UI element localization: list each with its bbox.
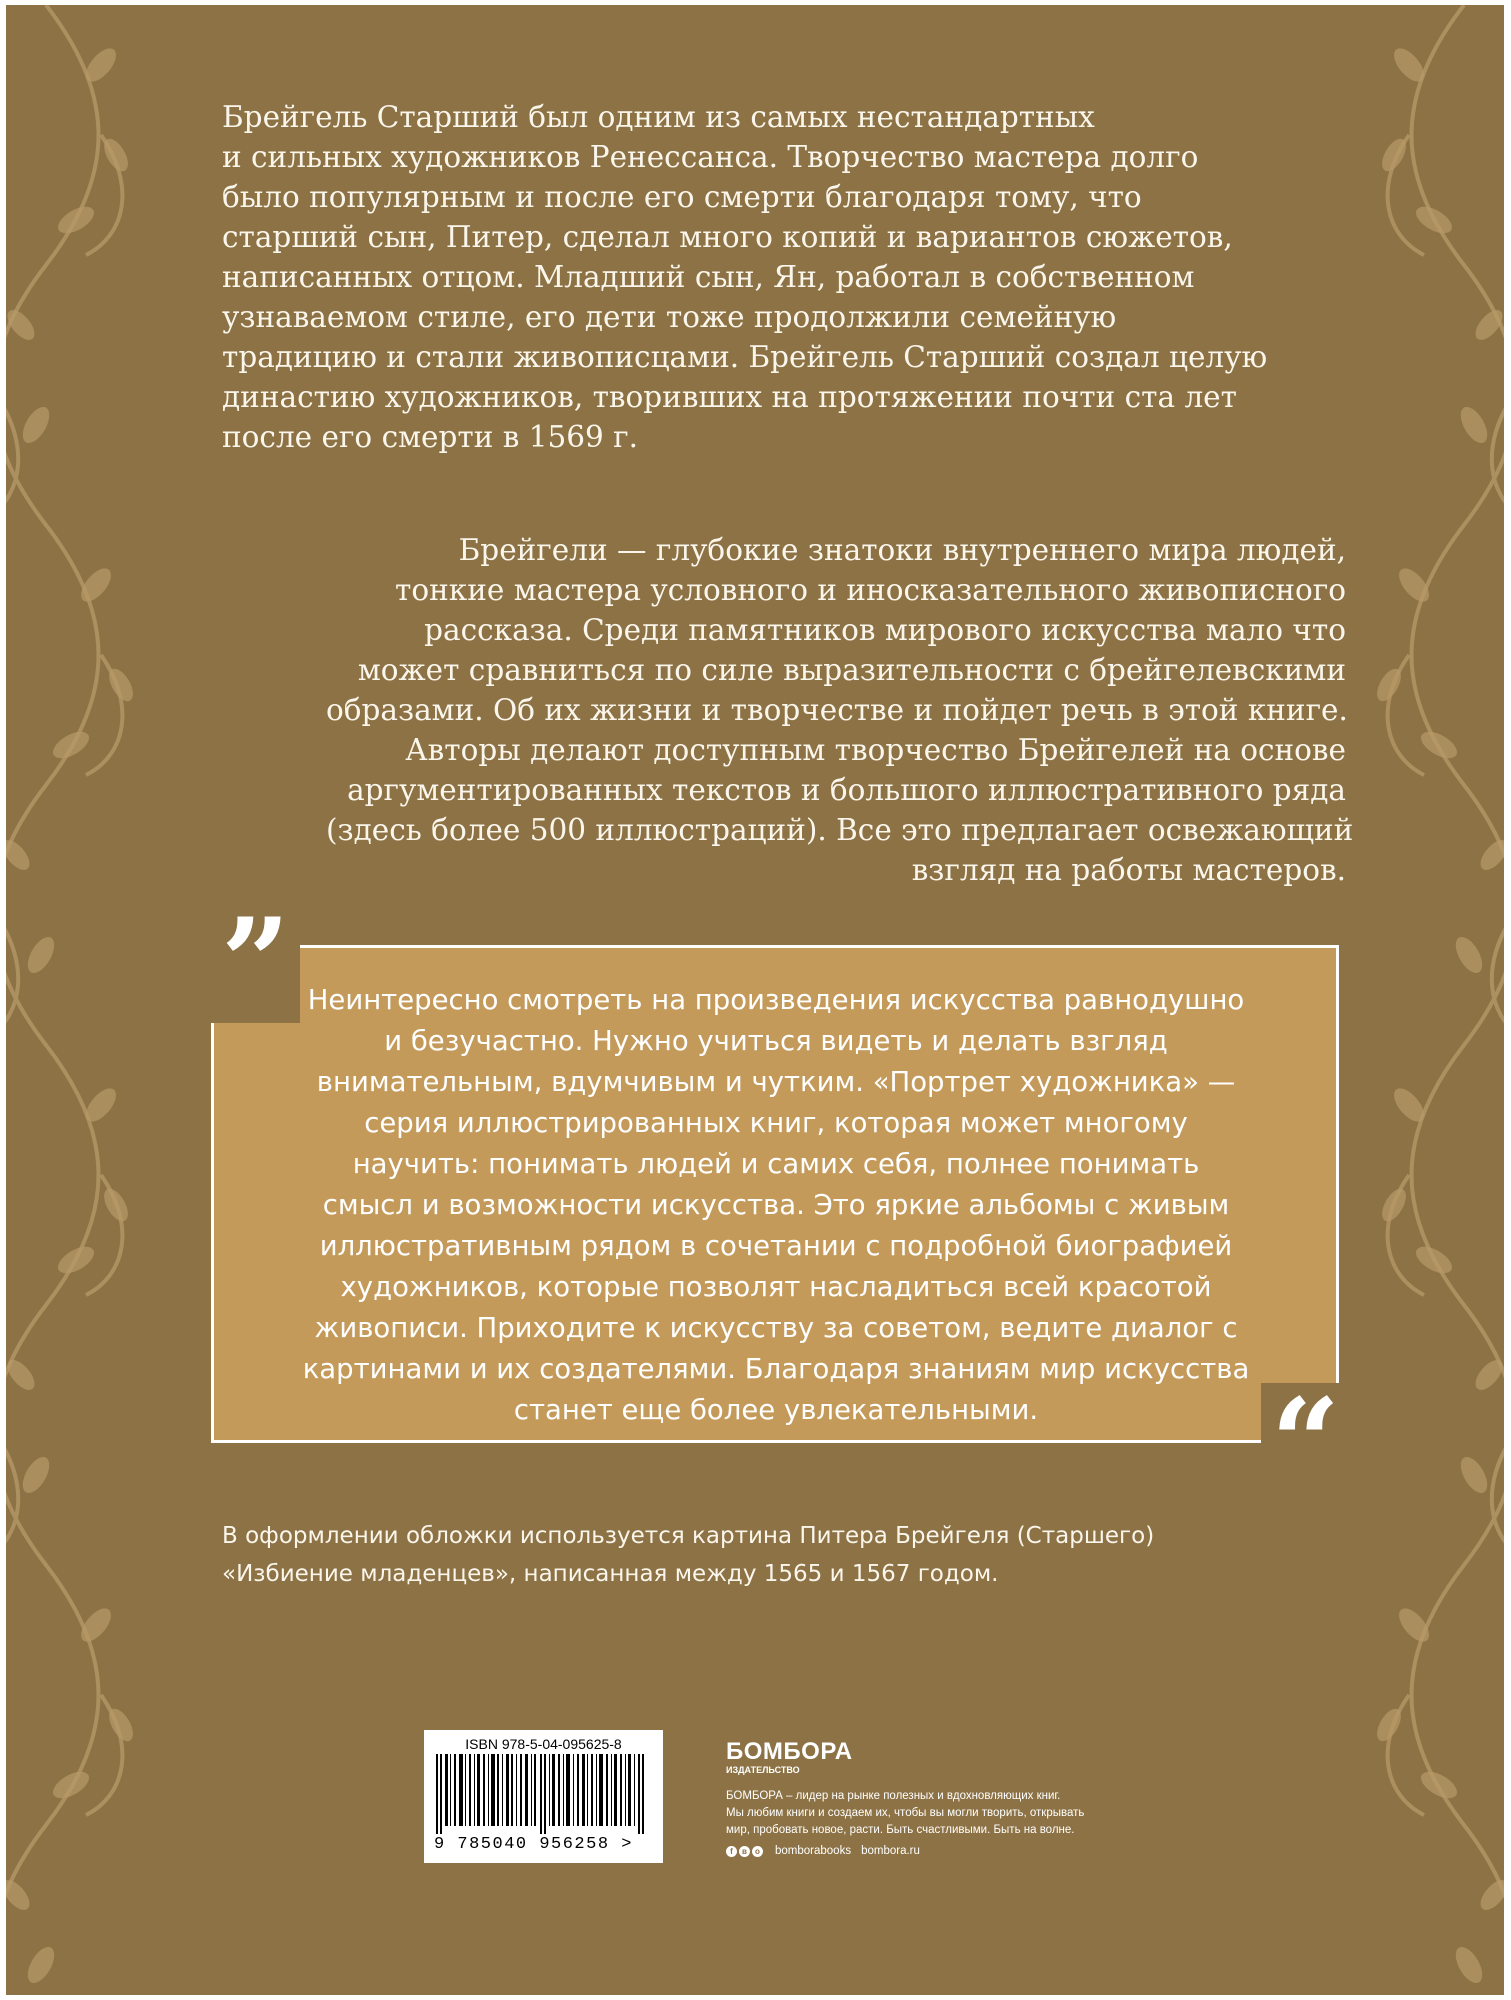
text-line: тонкие мастера условного и иносказательного живописного: [395, 573, 1346, 607]
text-line: Брейгели — глубокие знатоки внутреннего мира людей,: [458, 533, 1346, 567]
quote-line: научить: понимать людей и самих себя, полнее понимать: [352, 1148, 1200, 1180]
publisher-description: [726, 1788, 1084, 1839]
desc-line: Мы любим книги и создаем их, чтобы вы могли творить, открывать: [726, 1807, 1085, 1819]
desc-line: БОМБОРА – лидер на рынке полезных и вдохновляющих книг.: [726, 1790, 1061, 1802]
cover-art-credit: [222, 1517, 1154, 1593]
quote-line: станет еще более увлекательными.: [513, 1394, 1039, 1426]
quote-text: [221, 980, 1331, 1431]
credit-line: В оформлении обложки используется картина Питера Брейгеля (Старшего): [222, 1523, 1155, 1549]
ornament-left: [6, 5, 141, 1995]
facebook-icon[interactable]: f: [726, 1846, 737, 1857]
credit-line: «Избиение младенцев», написанная между 1565 и 1567 годом.: [222, 1561, 999, 1587]
ornament-right: [1369, 5, 1504, 1995]
quote-line: картинами и их создателями. Благодаря знаниям мир искусства: [302, 1353, 1250, 1385]
website-link[interactable]: bombora.ru: [861, 1845, 920, 1857]
ok-icon[interactable]: o: [752, 1846, 763, 1857]
quote-line: живописи. Приходите к искусству за советом, ведите диалог с: [314, 1312, 1238, 1344]
quote-line: смысл и возможности искусства. Это яркие альбомы с живым: [322, 1189, 1230, 1221]
vk-icon[interactable]: в: [739, 1846, 750, 1857]
publisher-links: [726, 1845, 1084, 1857]
text-line: узнаваемом стиле, его дети тоже продолжили семейную: [222, 300, 1117, 334]
desc-line: мир, пробовать новое, расти. Быть счастливыми. Быть на волне.: [726, 1824, 1075, 1836]
text-line: Авторы делают доступным творчество Брейгелей на основе: [405, 733, 1346, 767]
text-line: династию художников, творивших на протяжении почти ста лет: [222, 380, 1237, 414]
quote-line: иллюстративным рядом в сочетании с подробной биографией: [319, 1230, 1233, 1262]
publisher-block: [726, 1740, 1084, 1857]
isbn-barcode: [424, 1730, 663, 1863]
book-back-cover: [6, 5, 1504, 1995]
text-line: традицию и стали живописцами. Брейгель Старший создал целую: [222, 340, 1268, 374]
description-paragraph: [326, 530, 1354, 890]
text-line: было популярным и после его смерти благодаря тому, что: [222, 180, 1142, 214]
quote-line: Неинтересно смотреть на произведения искусства равнодушно: [307, 984, 1245, 1016]
barcode-digits: 9 785040 956258 >: [434, 1835, 633, 1854]
quote-line: внимательным, вдумчивым и чутким. «Портрет художника» —: [316, 1066, 1236, 1098]
text-line: и сильных художников Ренессанса. Творчество мастера долго: [222, 140, 1199, 174]
close-quote-mark: “: [1261, 1383, 1350, 1503]
social-handle-link[interactable]: bomborabooks: [775, 1845, 852, 1857]
quote-line: серия иллюстрированных книг, которая может многому: [364, 1107, 1188, 1139]
text-line: может сравниться по силе выразительности с брейгелевскими: [357, 653, 1346, 687]
quote-line: и безучастно. Нужно учиться видеть и делать взгляд: [384, 1025, 1168, 1057]
quote-line: художников, которые позволят насладиться всей красотой: [340, 1271, 1212, 1303]
text-line: образами. Об их жизни и творчестве и пойдет речь в этой книге.: [326, 693, 1348, 727]
text-line: взгляд на работы мастеров.: [911, 853, 1346, 887]
isbn-label: ISBN 978-5-04-095625-8: [465, 1736, 622, 1752]
text-line: рассказа. Среди памятников мирового искусства мало что: [424, 613, 1346, 647]
text-line: после его смерти в 1569 г.: [222, 420, 639, 454]
publisher-logo: БОМБОРА: [726, 1738, 853, 1765]
barcode-bars: [436, 1754, 651, 1834]
vine-ornament-right: [1369, 5, 1504, 1995]
text-line: Брейгель Старший был одним из самых нестандартных: [222, 100, 1095, 134]
text-line: (здесь более 500 иллюстраций). Все это предлагает освежающий: [326, 813, 1354, 847]
publisher-subtitle: ИЗДАТЕЛЬСТВО: [726, 1765, 800, 1775]
text-line: старший сын, Питер, сделал много копий и вариантов сюжетов,: [222, 220, 1233, 254]
vine-ornament-left: [6, 5, 141, 1995]
open-quote-mark: ”: [211, 903, 300, 1023]
text-line: написанных отцом. Младший сын, Ян, работал в собственном: [222, 260, 1195, 294]
intro-paragraph: [222, 97, 1267, 457]
text-line: аргументированных текстов и большого иллюстративного ряда: [347, 773, 1346, 807]
